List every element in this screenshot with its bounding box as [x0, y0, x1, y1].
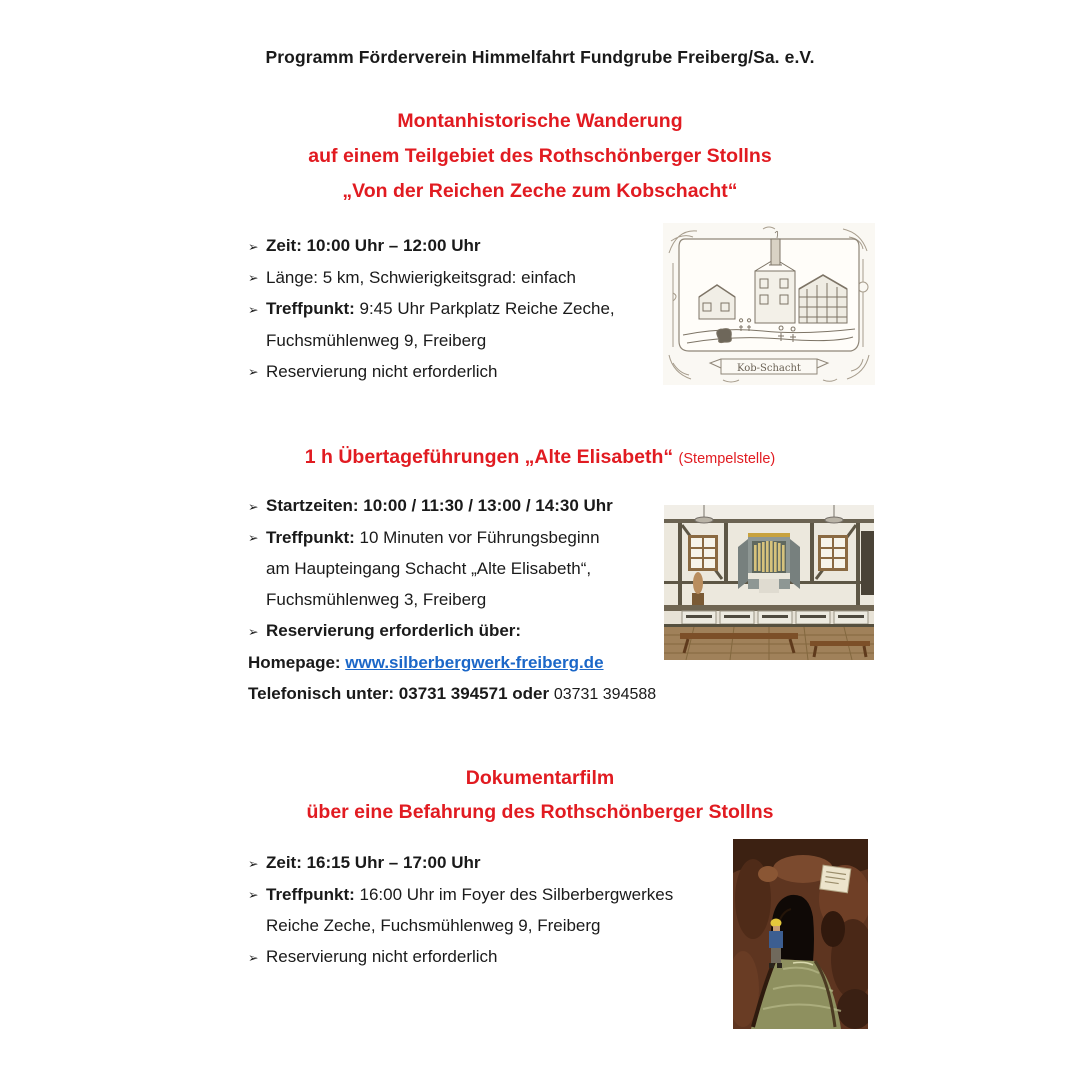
stempelstelle-note: (Stempelstelle) [678, 451, 776, 467]
list-item [248, 615, 656, 647]
detail-length: Länge: 5 km, Schwierigkeitsgrad: einfach [266, 267, 576, 287]
list-item [248, 490, 656, 522]
kob-schacht-engraving-image [663, 223, 875, 385]
homepage-link[interactable]: www.silberbergwerk-freiberg.de [345, 652, 604, 672]
list-item [248, 356, 615, 388]
detail-address: Reiche Zeche, Fuchsmühlenweg 9, Freiberg [266, 916, 601, 935]
section1-heading-line1: Montanhistorische Wanderung [397, 110, 683, 132]
detail-meetingpoint-value: 16:00 Uhr im Foyer des Silberbergwerkes [354, 884, 674, 904]
section3-heading-line2: über eine Befahrung des Rothschönberger Stollns [306, 801, 774, 823]
list-item [248, 879, 673, 911]
detail-time: Zeit: 16:15 Uhr – 17:00 Uhr [266, 853, 481, 872]
alte-elisabeth-interior-image [664, 505, 874, 660]
homepage-label: Homepage: [248, 652, 346, 672]
mine-tunnel-drawing [733, 839, 868, 1029]
detail-meetingpoint-label: Treffpunkt: [266, 884, 355, 904]
homepage-line [248, 647, 656, 678]
list-item-continuation [248, 553, 656, 584]
section3-heading-line1: Dokumentarfilm [465, 767, 615, 789]
arrow-bullet-icon: ➢ [248, 887, 259, 902]
arrow-bullet-icon: ➢ [248, 855, 259, 871]
detail-reservation: Reservierung nicht erforderlich [266, 947, 498, 966]
list-item-continuation [248, 325, 615, 356]
arrow-bullet-icon: ➢ [248, 270, 259, 285]
section1-heading-line3: „Von der Reichen Zeche zum Kobschacht“ [342, 180, 738, 202]
arrow-bullet-icon: ➢ [248, 949, 259, 965]
kob-schacht-engraving-drawing [663, 223, 875, 385]
section3-heading [0, 761, 1080, 829]
list-item [248, 293, 615, 325]
section2-heading-suffix [679, 451, 776, 467]
section1-details-list [248, 230, 615, 387]
list-item [248, 262, 615, 294]
engraving-caption: Kob-Schacht [737, 363, 801, 374]
list-item [248, 941, 673, 973]
section2-heading-main: 1 h Übertageführungen „Alte Elisabeth“ [304, 446, 674, 468]
arrow-bullet-icon: ➢ [248, 623, 259, 639]
arrow-bullet-icon: ➢ [248, 238, 259, 254]
detail-starttimes: Startzeiten: 10:00 / 11:30 / 13:00 / 14:30 Uhr [266, 496, 613, 515]
phone-bold-part: Telefonisch unter: 03731 394571 oder [248, 683, 554, 703]
detail-reservation-required: Reservierung erforderlich über: [266, 621, 522, 640]
list-item [248, 847, 673, 879]
arrow-bullet-icon: ➢ [248, 498, 259, 514]
list-item-continuation [248, 910, 673, 941]
detail-address: Fuchsmühlenweg 9, Freiberg [266, 330, 487, 350]
detail-reservation: Reservierung nicht erforderlich [266, 361, 498, 381]
detail-time: Zeit: 10:00 Uhr – 12:00 Uhr [266, 236, 481, 255]
detail-meetingpoint-value: 9:45 Uhr Parkplatz Reiche Zeche, [354, 299, 615, 318]
section1-heading-line2: auf einem Teilgebiet des Rothschönberger Stollns [308, 145, 772, 167]
phone-line [248, 678, 656, 710]
section2-details-list [248, 490, 656, 710]
detail-entrance: am Haupteingang Schacht „Alte Elisabeth“, [266, 559, 592, 578]
detail-meetingpoint-label: Treffpunkt: [266, 299, 355, 318]
detail-address: Fuchsmühlenweg 3, Freiberg [266, 590, 487, 609]
list-item [248, 230, 615, 262]
arrow-bullet-icon: ➢ [248, 530, 259, 545]
rothschoenberger-stolln-tunnel-image [733, 839, 868, 1029]
phone-regular-part: 03731 394588 [553, 685, 657, 703]
arrow-bullet-icon: ➢ [248, 364, 259, 379]
document-title: Programm Förderverein Himmelfahrt Fundgrube Freiberg/Sa. e.V. [265, 47, 815, 67]
detail-meetingpoint-value: 10 Minuten vor Führungsbeginn [354, 527, 600, 547]
alte-elisabeth-interior-drawing [664, 505, 874, 660]
list-item-continuation [248, 584, 656, 615]
section2-heading [0, 444, 1080, 472]
detail-meetingpoint-label: Treffpunkt: [266, 527, 355, 547]
arrow-bullet-icon: ➢ [248, 301, 259, 317]
section1-heading [0, 104, 1080, 209]
list-item [248, 522, 656, 554]
section3-details-list [248, 847, 673, 973]
wall-plaque [820, 865, 851, 893]
